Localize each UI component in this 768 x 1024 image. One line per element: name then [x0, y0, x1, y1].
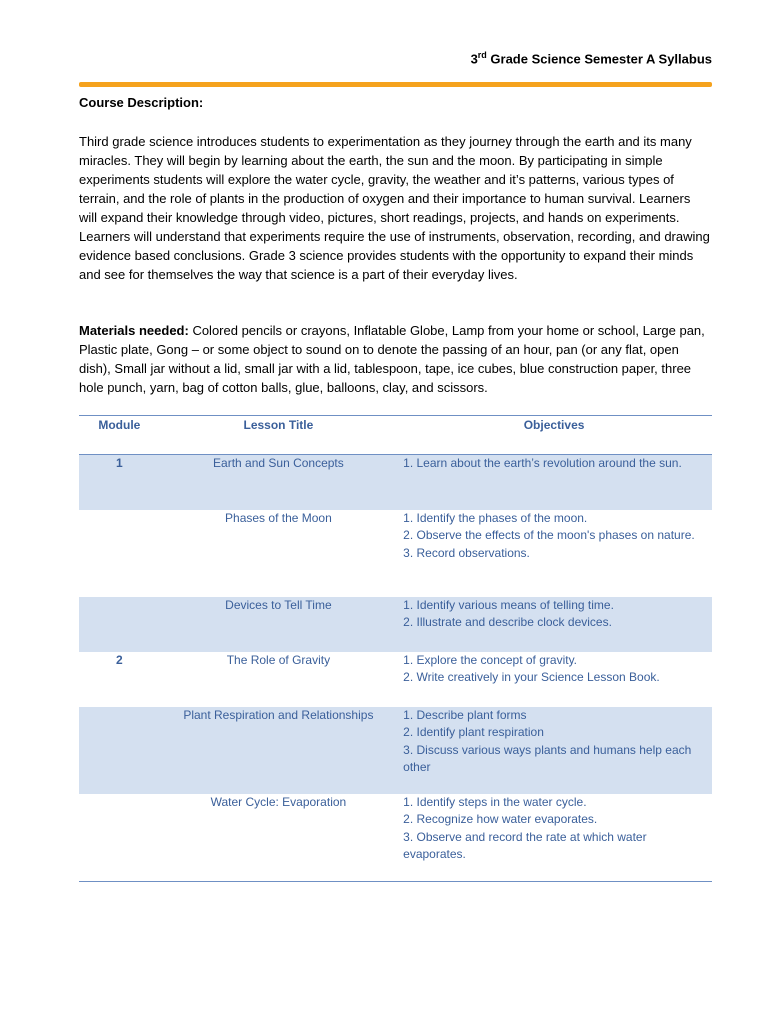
lesson-title-cell: Earth and Sun Concepts: [160, 455, 397, 510]
lesson-table: [79, 415, 712, 882]
table-row: [79, 707, 712, 794]
module-cell: [79, 510, 160, 597]
module-cell: 1: [79, 455, 160, 510]
table-row: [79, 652, 712, 707]
table-row: [79, 510, 712, 597]
lesson-table-header: [79, 416, 712, 455]
lesson-title-cell: Water Cycle: Evaporation: [160, 794, 397, 882]
objective-item: 3. Observe and record the rate at which water evaporates.: [403, 829, 647, 861]
header-grade-suffix: rd: [477, 50, 487, 60]
objective-item: 1. Explore the concept of gravity.: [403, 652, 578, 667]
page-header-title: [471, 50, 712, 66]
objectives-cell: [397, 510, 712, 597]
objective-item: 2. Observe the effects of the moon's phases on nature.: [403, 528, 695, 542]
header-divider: [79, 82, 712, 87]
objective-item: 2. Illustrate and describe clock devices.: [403, 615, 612, 629]
materials-paragraph: [79, 321, 712, 397]
table-row: [79, 597, 712, 652]
objectives-cell: [397, 707, 712, 794]
header-grade-number: 3: [470, 51, 478, 67]
col-header-objectives: Objectives: [397, 416, 712, 455]
objectives-cell: [397, 455, 712, 510]
lesson-title-cell: Phases of the Moon: [225, 510, 332, 525]
objective-item: 1. Learn about the earth’s revolution around the sun.: [403, 456, 682, 470]
module-cell: [79, 707, 160, 794]
table-row: [79, 794, 712, 882]
header-title-text: Grade Science Semester A Syllabus: [486, 51, 712, 67]
lesson-title-cell: The Role of Gravity: [226, 652, 331, 667]
objective-item: 3. Discuss various ways plants and humans help each other: [403, 742, 692, 774]
objectives-cell: [397, 794, 712, 882]
objective-item: 2. Write creatively in your Science Lesson Book.: [403, 670, 660, 684]
objective-item: 1. Describe plant forms: [403, 707, 527, 722]
objective-item: 1. Identify steps in the water cycle.: [403, 794, 587, 809]
module-cell: [79, 794, 160, 882]
lesson-title-cell: Plant Respiration and Relationships: [160, 707, 397, 794]
table-row: [79, 455, 712, 510]
objectives-cell: [397, 597, 712, 652]
objective-item: 3. Record observations.: [403, 545, 530, 560]
materials-label: Materials needed:: [79, 323, 189, 338]
objective-item: 1. Identify the phases of the moon.: [403, 510, 588, 525]
course-description-heading: Course Description:: [79, 95, 204, 110]
course-description-text: Third grade science introduces students to experimentation as they journey through the earth and its many miracles. They will begin by learning about the earth, the sun and the moon. By participating in simple experiments students will explore the water cycle, gravity, the weather and it’s patterns, various types of terrain, and the role of plants in the production of oxygen and their importance to human survival. Learners will expand their knowledge through video, pictures, short readings, projects, and hands on experiments. Learners will understand that experiments require the use of instruments, observation, recording, and drawing evidence based conclusions. Grade 3 science provides students with the opportunity to expand their minds and see for themselves the way that science is a part of their everyday lives.: [79, 134, 710, 282]
col-header-lesson-title: Lesson Title: [160, 416, 397, 455]
lesson-title-cell: Devices to Tell Time: [160, 597, 397, 652]
col-header-module: Module: [79, 416, 160, 455]
objective-item: 2. Identify plant respiration: [403, 725, 544, 739]
objectives-cell: [397, 652, 712, 707]
module-cell: 2: [115, 652, 123, 667]
objective-item: 2. Recognize how water evaporates.: [403, 812, 598, 826]
materials-list: Colored pencils or crayons, Inflatable Globe, Lamp from your home or school, Large pan, Plastic plate, Gong – or some object to sound on to denote the passing of an hour, pan (or any flat, open dish), Small jar without a lid, small jar with a lid, tablespoon, tape, ice cubes, blue construction paper, three hole punch, yarn, bag of cotton balls, glue, balloons, clay, and scissors.: [79, 323, 705, 395]
objective-item: 1. Identify various means of telling time.: [403, 597, 614, 612]
module-cell: [79, 597, 160, 652]
